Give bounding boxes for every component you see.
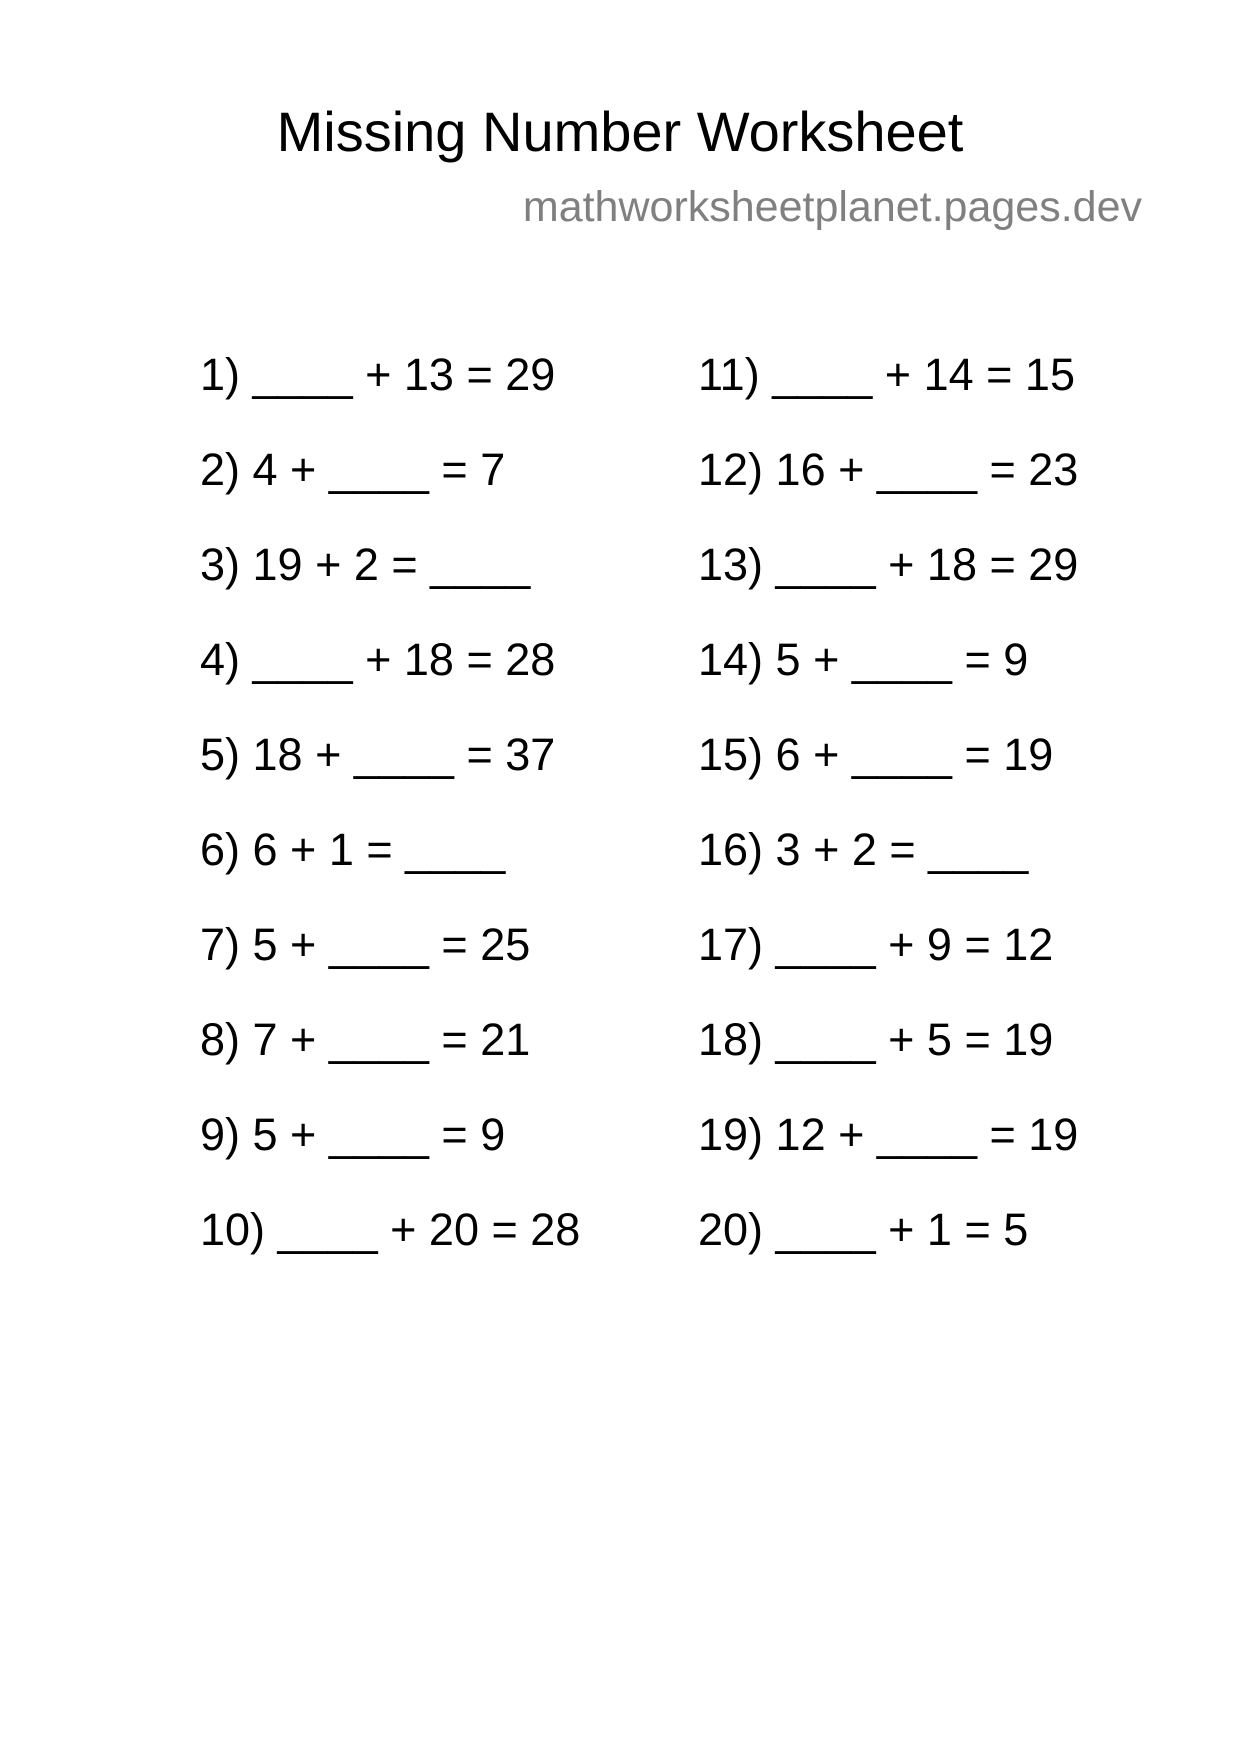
problem-9: 9) 5 + ____ = 9 [200, 1109, 506, 1160]
problem-16: 16) 3 + 2 = ____ [698, 824, 1029, 875]
problem-5: 5) 18 + ____ = 37 [200, 729, 556, 780]
problem-list [0, 350, 1240, 1300]
problem-1: 1) ____ + 13 = 29 [200, 349, 556, 400]
problem-6: 6) 6 + 1 = ____ [200, 824, 506, 875]
problem-12: 12) 16 + ____ = 23 [698, 444, 1079, 495]
worksheet-title: Missing Number Worksheet [276, 100, 964, 163]
website-credit: mathworksheetplanet.pages.dev [522, 183, 1142, 231]
problem-15: 15) 6 + ____ = 19 [698, 729, 1054, 780]
problem-3: 3) 19 + 2 = ____ [200, 539, 531, 590]
problem-13: 13) ____ + 18 = 29 [698, 539, 1079, 590]
problem-column-right [698, 350, 1218, 1300]
problem-column-left [200, 350, 720, 1300]
problem-19: 19) 12 + ____ = 19 [698, 1109, 1079, 1160]
problem-8: 8) 7 + ____ = 21 [200, 1014, 531, 1065]
problem-17: 17) ____ + 9 = 12 [698, 919, 1054, 970]
problem-4: 4) ____ + 18 = 28 [200, 634, 556, 685]
problem-18: 18) ____ + 5 = 19 [698, 1014, 1054, 1065]
problem-20: 20) ____ + 1 = 5 [698, 1204, 1029, 1255]
problem-7: 7) 5 + ____ = 25 [200, 919, 531, 970]
problem-11: 11) ____ + 14 = 15 [698, 349, 1075, 400]
problem-2: 2) 4 + ____ = 7 [200, 444, 506, 495]
problem-14: 14) 5 + ____ = 9 [698, 634, 1029, 685]
problem-10: 10) ____ + 20 = 28 [200, 1204, 581, 1255]
